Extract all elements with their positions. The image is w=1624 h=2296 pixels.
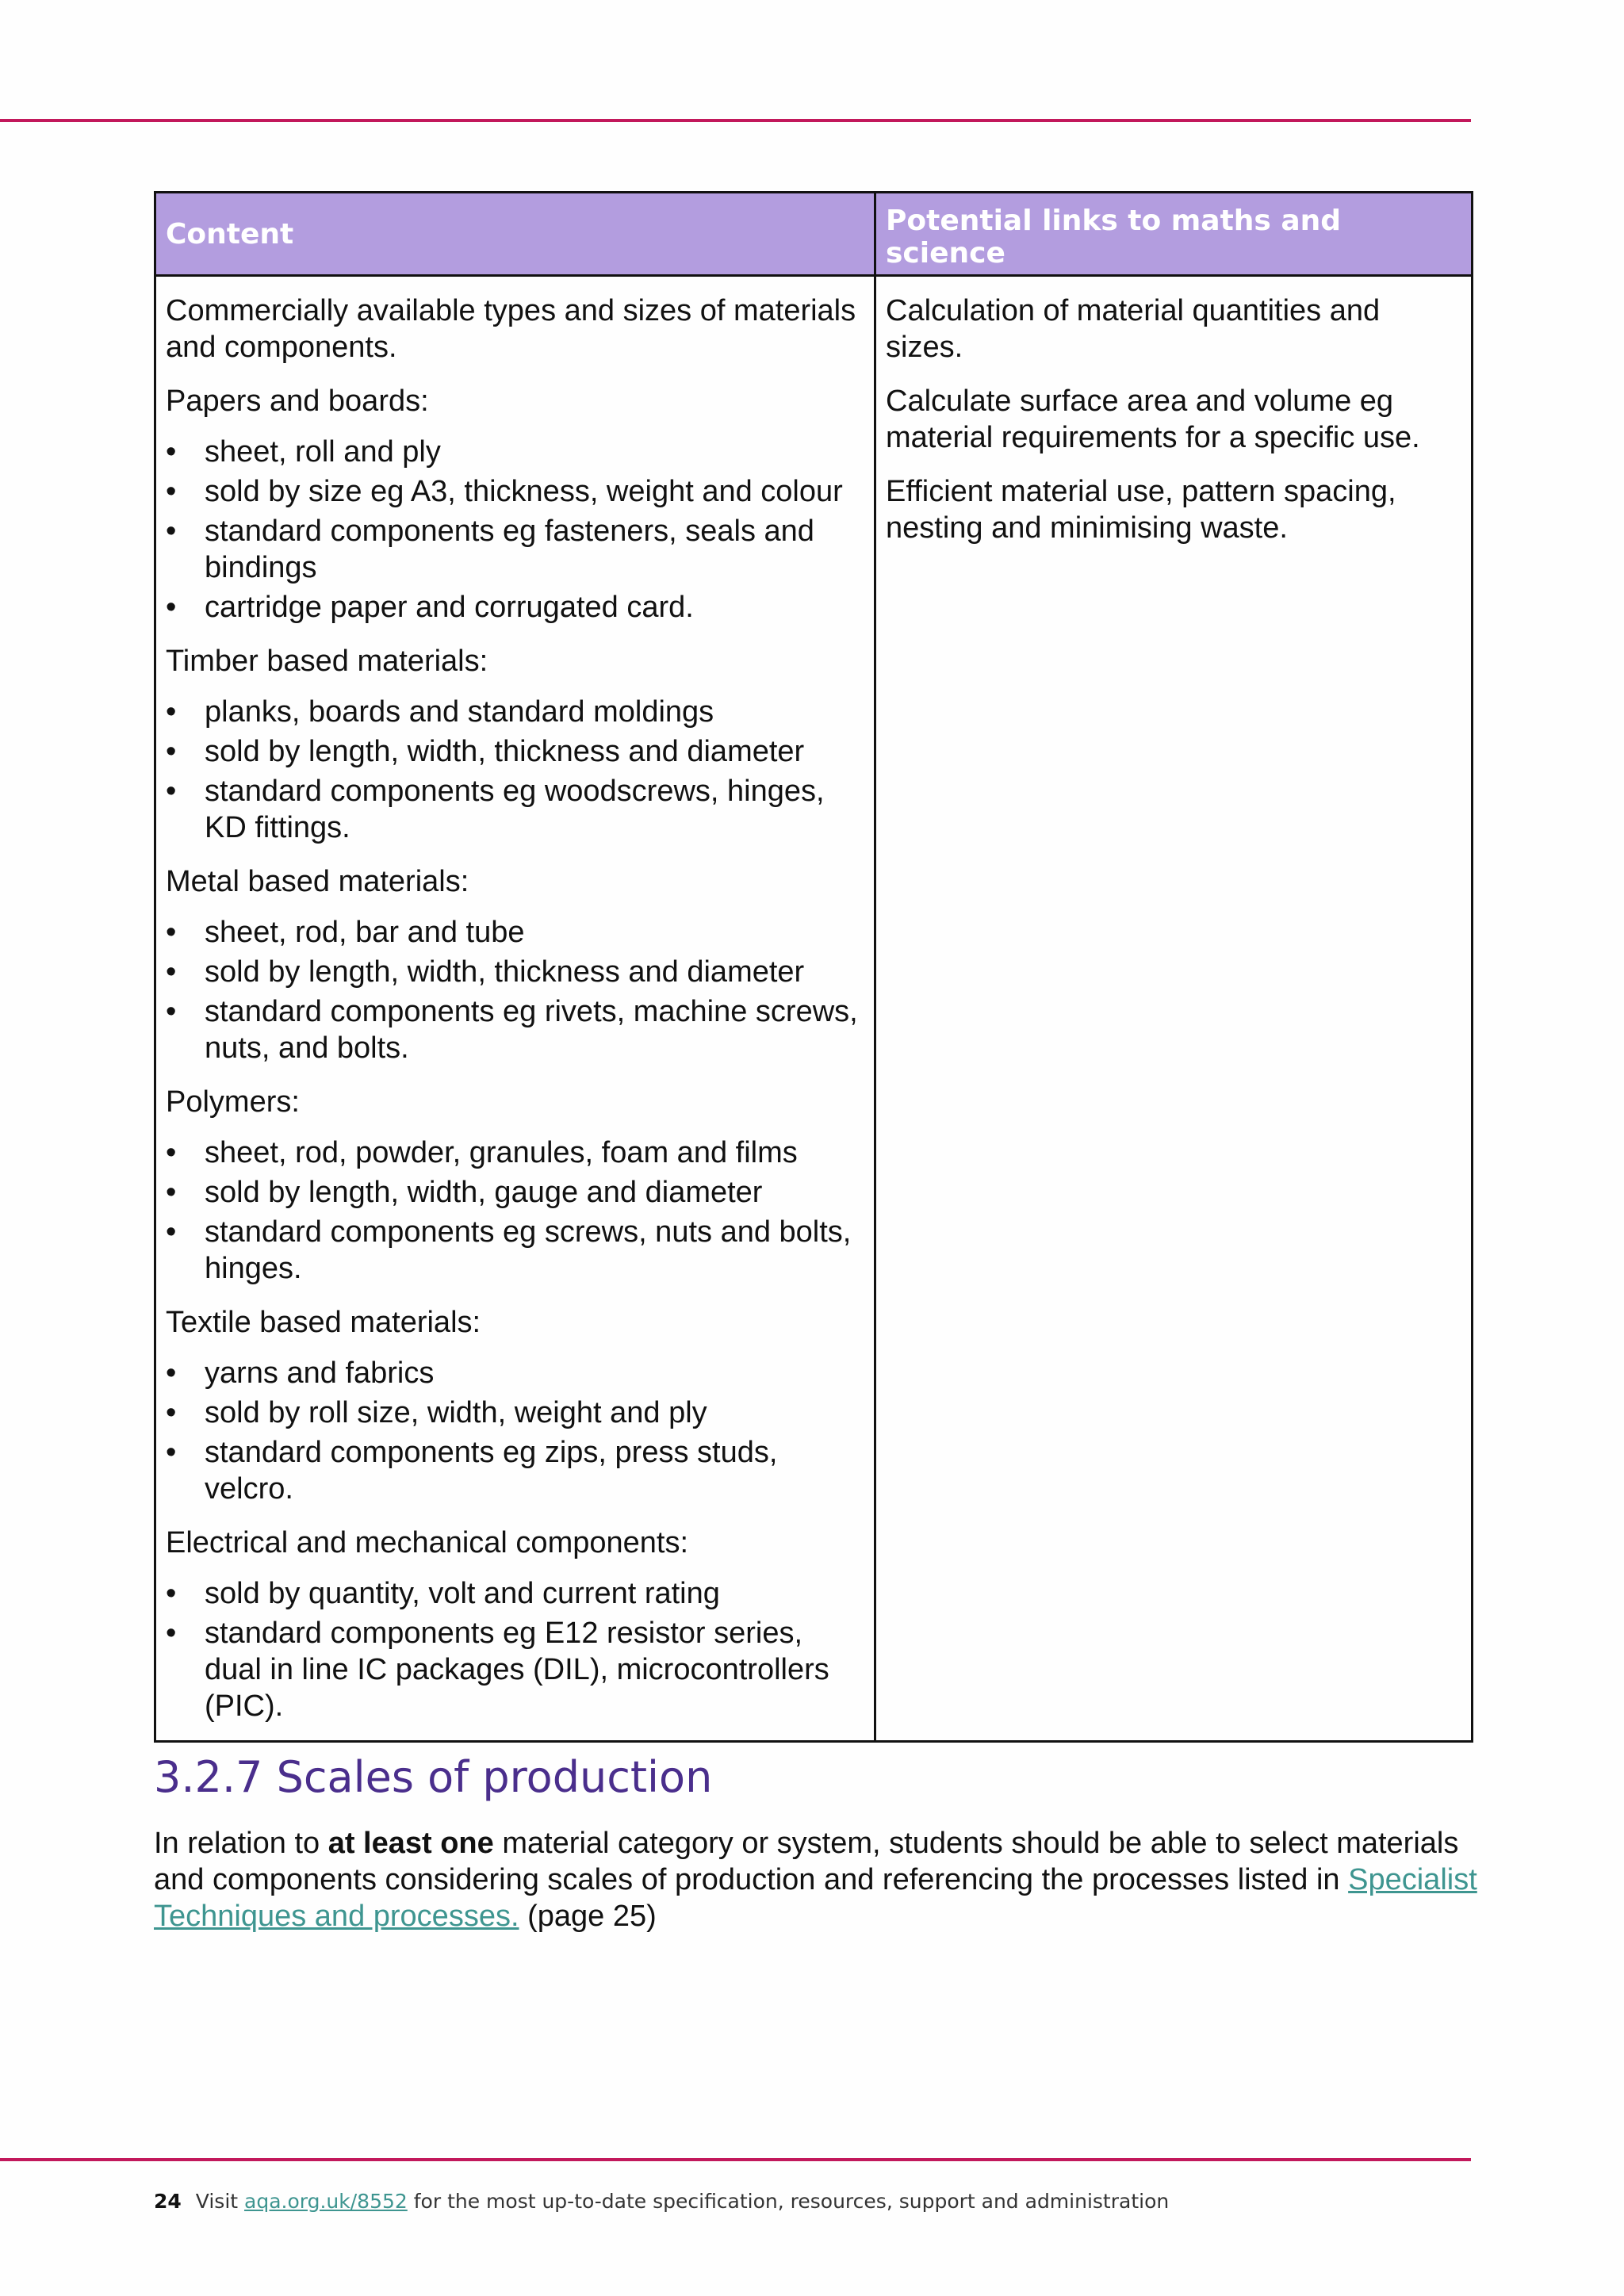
links-text: Calculation of material quantities and sizes. [886,294,1381,364]
bullet-list [166,694,864,846]
list-item: • sheet, rod, bar and tube [166,914,864,951]
list-item: • standard components eg zips, press studs, velcro. [166,1434,864,1507]
bottom-rule [0,2158,1471,2161]
list-item: • standard components eg fasteners, seals and bindings [166,513,864,586]
section-paragraph [154,1825,1486,1934]
list-item: • sold by size eg A3, thickness, weight and colour [166,473,864,510]
list-item: • planks, boards and standard moldings [166,694,864,730]
group-heading: Electrical and mechanical components: [166,1526,689,1559]
page-number: 24 [154,2190,182,2213]
group-heading: Textile based materials: [166,1306,481,1339]
list-item: • sold by length, width, thickness and diameter [166,954,864,990]
group-heading: Polymers: [166,1085,300,1119]
list-item: • standard components eg woodscrews, hinges, KD fittings. [166,773,864,846]
list-item: • sheet, rod, powder, granules, foam and films [166,1135,864,1171]
para-bold: at least one [327,1827,494,1860]
links-cell [875,276,1473,1742]
group-heading: Timber based materials: [166,645,488,678]
content-table [154,191,1473,1743]
bullet-list [166,434,864,626]
content-intro: Commercially available types and sizes of materials and components. [166,294,856,364]
list-item: • standard components eg E12 resistor series, dual in line IC packages (DIL), microcontrollers (PIC). [166,1615,864,1724]
list-item: • sold by quantity, volt and current rating [166,1575,864,1612]
footer-text: for the most up-to-date specification, resources, support and administration [407,2190,1170,2213]
para-text: (page 25) [519,1900,657,1933]
list-item: • sold by length, width, thickness and diameter [166,733,864,770]
top-rule [0,119,1471,122]
group-heading: Papers and boards: [166,385,429,418]
table-row [155,276,1473,1742]
para-text: material category or system, students should be able to select materials and components considering scales of production and referencing the processes listed in [154,1827,1459,1896]
bullet-list [166,1355,864,1507]
list-item: • standard components eg rivets, machine screws, nuts, and bolts. [166,993,864,1066]
aqa-website-link[interactable]: aqa.org.uk/8552 [244,2190,408,2213]
header-links: Potential links to maths and science [875,193,1473,276]
header-content: Content [155,193,875,276]
list-item: • yarns and fabrics [166,1355,864,1391]
list-item: • cartridge paper and corrugated card. [166,589,864,626]
list-item: • sold by roll size, width, weight and ply [166,1395,864,1431]
para-text: In relation to [154,1827,328,1860]
content-cell [155,276,875,1742]
links-text: Efficient material use, pattern spacing, nesting and minimising waste. [886,475,1396,545]
list-item: • standard components eg screws, nuts and bolts, hinges. [166,1214,864,1287]
group-heading: Metal based materials: [166,865,469,898]
specialist-techniques-link[interactable]: Specialist Techniques and processes. [154,1863,1477,1933]
footer-text: Visit [195,2190,245,2213]
bullet-list [166,914,864,1066]
bullet-list [166,1135,864,1287]
list-item: • sold by length, width, gauge and diameter [166,1174,864,1211]
footer [154,2190,1169,2213]
table-header-row [155,193,1473,276]
links-text: Calculate surface area and volume eg material requirements for a specific use. [886,385,1420,454]
bullet-list [166,1575,864,1724]
list-item: • sheet, roll and ply [166,434,864,470]
section-title: 3.2.7 Scales of production [154,1752,713,1802]
